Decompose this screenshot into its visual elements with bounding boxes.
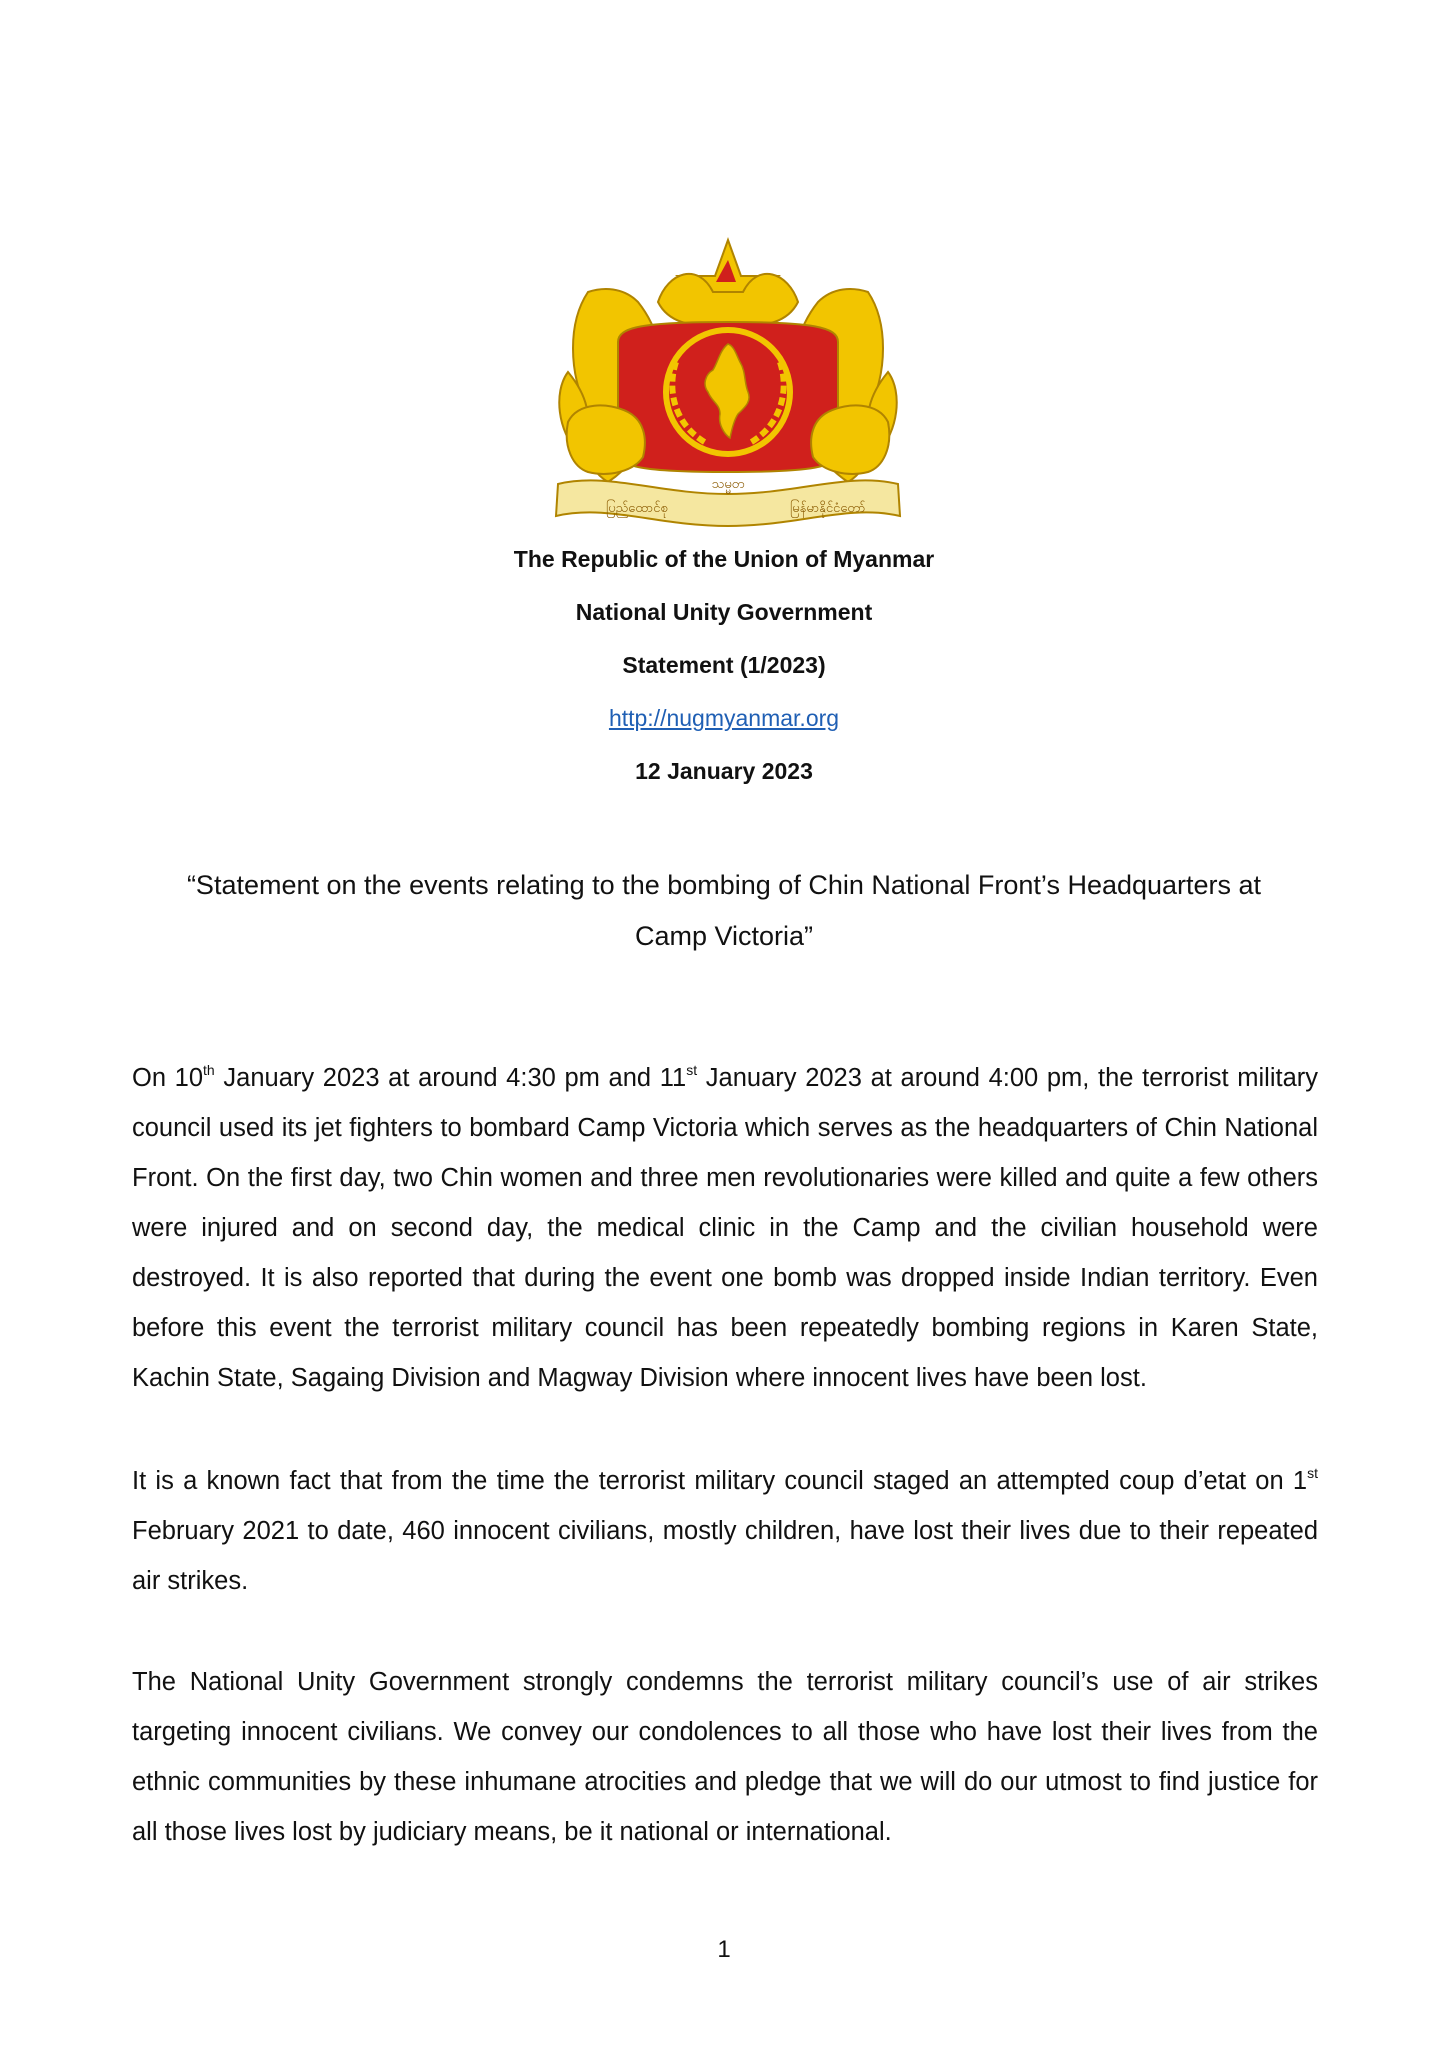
website-link[interactable]: http://nugmyanmar.org [608,705,840,731]
paragraph-2-part-b: February 2021 to date, 460 innocent civilians, mostly children, have lost their lives due to their repeated air strikes. [132,1517,1318,1595]
header-url-line [0,703,1448,733]
header-date: 12 January 2023 [635,758,813,784]
header-country: The Republic of the Union of Myanmar [513,546,935,572]
ordinal-suffix: th [203,1061,215,1078]
header-statement-number: Statement (1/2023) [622,652,826,678]
paragraph-3: The National Unity Government strongly condemns the terrorist military council’s use of air strikes targeting innocent civilians. We convey our condolences to all those who have lost their lives from the ethnic communities by these inhumane atrocities and pledge that we will do our utmost to find justice for all those lives lost by judiciary means, be it national or international. [132,1668,1318,1846]
paragraph-2-part-a: It is a known fact that from the time the terrorist military council staged an attempted coup d’etat on 1 [132,1467,1308,1495]
paragraph-2 [132,1456,1318,1606]
paragraph-1-part-b: January 2023 at around 4:30 pm and 11 [214,1064,687,1092]
paragraph-1-part-c: January 2023 at around 4:00 pm, the terrorist military council used its jet fighters to bombard Camp Victoria which serves as the headquarters of Chin National Front. On the first day, two Chin women and three men revolutionaries were killed and quite a few others were injured and on second day, the medical clinic in the Camp and the civilian household were destroyed. It is also reported that during the event one bomb was dropped inside Indian territory. Even before this event the terrorist military council has been repeatedly bombing regions in Karen State, Kachin State, Sagaing Division and Magway Division where innocent lives have been lost. [132,1064,1318,1392]
right-lion-icon [811,405,889,473]
paragraph-1 [132,1053,1318,1403]
ribbon-text-left: ပြည်ထောင်စု [606,501,668,516]
ordinal-suffix: st [1307,1464,1318,1481]
left-lion-icon [567,405,645,473]
state-seal-emblem [548,232,908,532]
ribbon-text-right: မြန်မာနိုင်ငံတော် [790,501,866,516]
header-government: National Unity Government [575,599,873,625]
ribbon-text-center: သမ္မတ [711,477,745,492]
ordinal-suffix: st [686,1061,698,1078]
statement-title: “Statement on the events relating to the bombing of Chin National Front’s Headquarters at Camp Victoria” [186,870,1262,951]
paragraph-1-part-a: On 10 [132,1064,204,1092]
page-number: 1 [717,1936,731,1963]
